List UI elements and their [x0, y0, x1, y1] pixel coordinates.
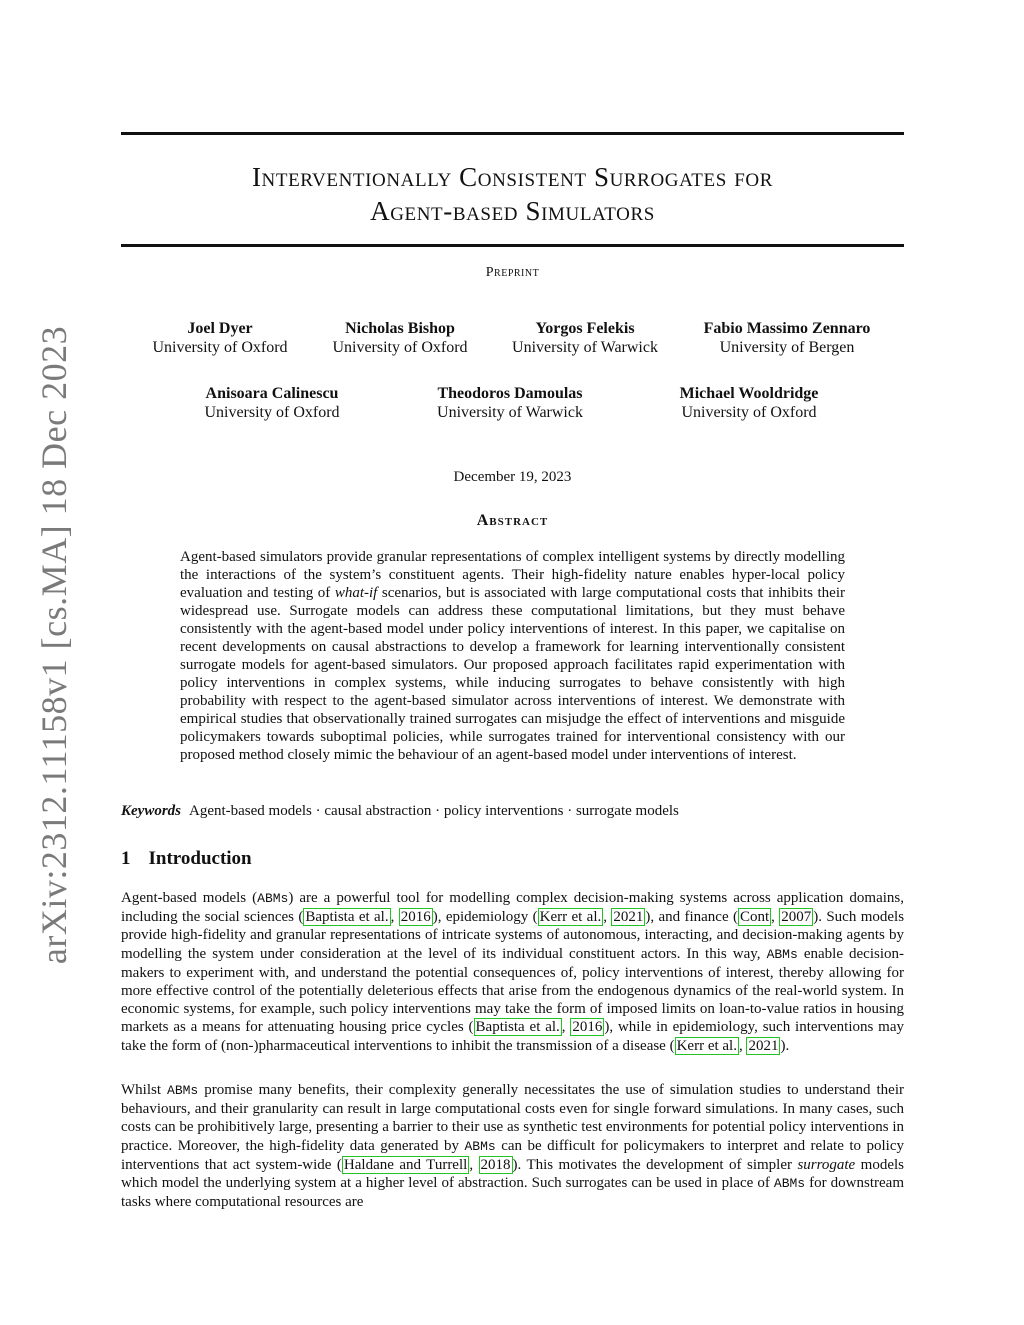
author-5 [172, 384, 372, 422]
citation-link[interactable]: 2016 [572, 1019, 603, 1036]
author-2 [300, 319, 500, 357]
author-name: Joel Dyer [187, 320, 253, 337]
author-affiliation: University of Oxford [152, 339, 288, 356]
author-1 [120, 319, 320, 357]
author-name: Theodoros Damoulas [437, 385, 583, 402]
author-affiliation: University of Oxford [204, 404, 340, 421]
author-affiliation: University of Warwick [512, 339, 658, 356]
author-name: Nicholas Bishop [345, 320, 455, 337]
preprint-label: Preprint [485, 265, 540, 280]
section-heading-introduction [121, 848, 252, 870]
keywords [121, 803, 904, 820]
author-name: Yorgos Felekis [535, 320, 635, 337]
citation-link[interactable]: Baptista et al. [305, 909, 389, 926]
citation-link[interactable]: 2016 [400, 909, 431, 926]
keywords-label: Keywords [121, 803, 181, 819]
paper-date: December 19, 2023 [453, 469, 572, 485]
title-top-rule [121, 132, 904, 135]
author-affiliation: University of Warwick [437, 404, 583, 421]
author-affiliation: University of Oxford [681, 404, 817, 421]
author-3 [485, 319, 685, 357]
keywords-text: Agent-based models · causal abstraction · policy interventions · surrogate models [189, 803, 679, 819]
section-number: 1 [121, 848, 131, 869]
abstract-emphasis: what-if [334, 585, 378, 601]
citation-link[interactable]: 2021 [748, 1037, 779, 1054]
citation-link[interactable]: Cont [739, 909, 770, 926]
citation-link[interactable]: 2007 [781, 909, 812, 926]
author-name: Michael Wooldridge [679, 385, 819, 402]
title-line-1: Interventionally Consistent Surrogates for [251, 162, 774, 192]
author-name: Anisoara Calinescu [205, 385, 339, 402]
citation-link[interactable]: Kerr et al. [539, 909, 602, 926]
citation-link[interactable]: 2021 [613, 909, 644, 926]
citation-link[interactable]: Kerr et al. [676, 1037, 737, 1054]
paper-title [121, 160, 904, 228]
citation-link[interactable]: Baptista et al. [475, 1019, 560, 1036]
intro-paragraph-1: Agent-based models (ABMs) are a powerful tool for modelling complex decision-making systems across application domains, including the social sciences ( Baptista et al. , 2016 ), epidemiology ( Kerr et al. , 2021 ), and finance ( Cont , 2007 ). Such models provide high-fidelity and granular representations of intricate systems of autonomous, interacting, and decision-making agents by modelling the system under consideration at the level of its individual constituent actors. In this way, ABMs enable decision-makers to experiment with, and understand the potential consequences of, policy interventions of interest, thereby allowing for more effective control of the potentially deleterious effects that arise from the endogenous dynamics of the real-world system. In economic systems, for example, such policy interventions may take the form of imposed limits on loan-to-value ratios in housing markets as a means for attenuating housing price cycles ( Baptista et al. , 2016 ), while in epidemiology, such interventions may take the form of (non-)pharmaceutical interventions to inhibit the transmission of a disease ( Kerr et al. , 2021 ). [121, 890, 905, 1054]
author-6 [410, 384, 610, 422]
author-affiliation: University of Bergen [719, 339, 855, 356]
title-line-2: Agent-based Simulators [370, 196, 655, 226]
citation-link[interactable]: 2018 [480, 1156, 511, 1173]
intro-paragraph-2: Whilst ABMs promise many benefits, their complexity generally necessitates the use of simulation studies to understand their behaviours, and their granularity can result in large computational costs even for single forward simulations. In many cases, such costs can be prohibitively large, presenting a barrier to their use as synthetic test environments for potential policy interventions in practice. Moreover, the high-fidelity data generated by ABMs can be difficult for policymakers to interpret and relate to policy interventions that act system-wide ( Haldane and Turrell , 2018 ). This motivates the development of simpler surrogate models which model the underlying system at a higher level of abstraction. Such surrogates can be used in place of ABMs for downstream tasks where computational resources are [121, 1082, 905, 1211]
abstract-heading: Abstract [476, 512, 549, 529]
author-name: Fabio Massimo Zennaro [703, 320, 871, 337]
arxiv-stamp [24, 325, 84, 965]
citation-link[interactable]: Haldane and Turrell [343, 1156, 468, 1173]
author-affiliation: University of Oxford [332, 339, 468, 356]
author-7 [649, 384, 849, 422]
section-title: Introduction [148, 848, 252, 869]
author-4 [687, 319, 887, 357]
arxiv-stamp-text: arXiv:2312.11158v1 [cs.MA] 18 Dec 2023 [34, 325, 74, 965]
title-bottom-rule [121, 244, 904, 247]
abstract-body: Agent-based simulators provide granular representations of complex intelligent systems by directly modelling the interactions of the system’s constituent agents. Their high-fidelity nature enables hyper-local policy evaluation and testing of what-if scenarios, but is associated with large computational costs that inhibits their widespread use. Surrogate models can address these computational limitations, but they must behave consistently with the agent-based model under policy interventions of interest. In this paper, we capitalise on recent developments on causal abstractions to develop a framework for learning interventionally consistent surrogate models for agent-based simulators. Our proposed approach facilitates rapid experimentation with policy interventions in complex systems, while inducing surrogates to behave consistently with high probability with respect to the agent-based simulator across interventions of interest. We demonstrate with empirical studies that observationally trained surrogates can misjudge the effect of interventions and misguide policymakers towards suboptimal policies, while surrogates trained for interventional consistency with our proposed method closely mimic the behaviour of an agent-based model under interventions of interest. [180, 549, 845, 763]
